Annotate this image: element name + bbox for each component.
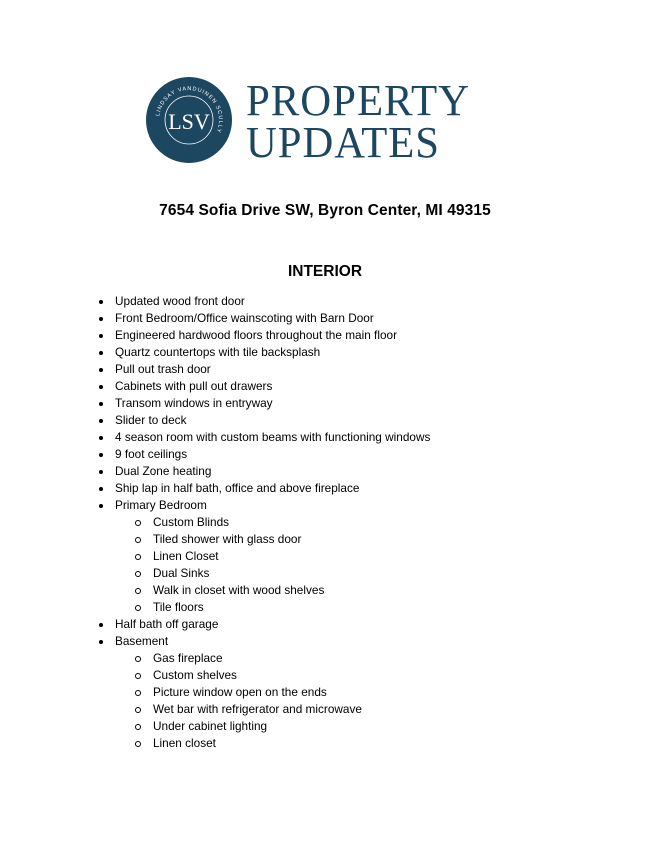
list-item-text: Picture window open on the ends: [153, 685, 327, 699]
list-item: [0, 446, 650, 463]
bullet-icon: [96, 310, 106, 327]
list-item-text: Custom Blinds: [153, 515, 230, 529]
list-item-text: Engineered hardwood floors throughout the main floor: [115, 328, 397, 342]
list-item-text: Dual Zone heating: [115, 464, 212, 478]
bullet-icon: [96, 446, 106, 463]
bullet-icon: [96, 327, 106, 344]
list-item-text: Basement: [115, 634, 169, 648]
lsv-logo-svg: [146, 77, 476, 167]
bullet-icon: [96, 361, 106, 378]
list-item: [0, 429, 650, 446]
hollow-bullet-icon: [133, 701, 143, 718]
sub-list-item: [0, 514, 650, 531]
bullet-icon: [96, 497, 106, 514]
feature-list: [0, 293, 650, 752]
list-item-text: Updated wood front door: [115, 294, 245, 308]
list-item: [0, 378, 650, 395]
hollow-bullet-icon: [133, 582, 143, 599]
brand-line-2: UPDATES: [246, 118, 440, 167]
bullet-icon: [96, 293, 106, 310]
list-item-text: Pull out trash door: [115, 362, 211, 376]
list-item: [0, 633, 650, 650]
logo-ring-text: LINDSAY VANDUINEN SCULLY: [155, 85, 224, 134]
list-item: [0, 463, 650, 480]
hollow-bullet-icon: [133, 718, 143, 735]
list-item: [0, 497, 650, 514]
list-item-text: Transom windows in entryway: [115, 396, 273, 410]
list-item: [0, 412, 650, 429]
bullet-icon: [96, 344, 106, 361]
list-item-text: Ship lap in half bath, office and above fireplace: [115, 481, 360, 495]
bullet-icon: [96, 429, 106, 446]
sub-list-item: [0, 684, 650, 701]
list-item-text: Custom shelves: [153, 668, 237, 682]
sub-list-item: [0, 548, 650, 565]
sub-list-item: [0, 599, 650, 616]
list-item-text: Quartz countertops with tile backsplash: [115, 345, 321, 359]
hollow-bullet-icon: [133, 735, 143, 752]
bullet-icon: [96, 463, 106, 480]
list-item: [0, 344, 650, 361]
list-item-text: Cabinets with pull out drawers: [115, 379, 273, 393]
section-title-interior: INTERIOR: [287, 263, 363, 280]
list-item-text: Primary Bedroom: [115, 498, 207, 512]
list-item-text: Walk in closet with wood shelves: [153, 583, 325, 597]
hollow-bullet-icon: [133, 514, 143, 531]
list-item: [0, 293, 650, 310]
hollow-bullet-icon: [133, 650, 143, 667]
hollow-bullet-icon: [133, 667, 143, 684]
list-item-text: 4 season room with custom beams with functioning windows: [115, 430, 431, 444]
sub-list-item: [0, 531, 650, 548]
sub-list-item: [0, 650, 650, 667]
bullet-icon: [96, 395, 106, 412]
hollow-bullet-icon: [133, 684, 143, 701]
list-item: [0, 361, 650, 378]
list-item-text: Linen closet: [153, 736, 216, 750]
list-item-text: Gas fireplace: [153, 651, 223, 665]
list-item: [0, 616, 650, 633]
sub-list-item: [0, 718, 650, 735]
list-item-text: Under cabinet lighting: [153, 719, 268, 733]
list-item-text: Linen Closet: [153, 549, 219, 563]
hollow-bullet-icon: [133, 599, 143, 616]
list-item-text: Half bath off garage: [115, 617, 219, 631]
list-item-text: Tile floors: [153, 600, 204, 614]
bullet-icon: [96, 480, 106, 497]
property-address: 7654 Sofia Drive SW, Byron Center, MI 49315: [159, 202, 491, 219]
bullet-icon: [96, 616, 106, 633]
list-item-text: Tiled shower with glass door: [153, 532, 302, 546]
list-item: [0, 310, 650, 327]
list-item: [0, 480, 650, 497]
hollow-bullet-icon: [133, 531, 143, 548]
hollow-bullet-icon: [133, 548, 143, 565]
list-item-text: Slider to deck: [115, 413, 187, 427]
bullet-icon: [96, 378, 106, 395]
brand-line-1: PROPERTY: [246, 77, 470, 125]
list-item-text: Wet bar with refrigerator and microwave: [153, 702, 362, 716]
sub-list-item: [0, 565, 650, 582]
list-item: [0, 395, 650, 412]
logo-monogram: LSV: [168, 109, 210, 134]
sub-list-item: [0, 582, 650, 599]
list-item-text: Front Bedroom/Office wainscoting with Barn Door: [115, 311, 374, 325]
list-item: [0, 327, 650, 344]
bullet-icon: [96, 633, 106, 650]
list-item-text: 9 foot ceilings: [115, 447, 188, 461]
brand-logo: [146, 77, 476, 167]
sub-list-item: [0, 667, 650, 684]
hollow-bullet-icon: [133, 565, 143, 582]
list-item-text: Dual Sinks: [153, 566, 210, 580]
bullet-icon: [96, 412, 106, 429]
sub-list-item: [0, 735, 650, 752]
sub-list-item: [0, 701, 650, 718]
